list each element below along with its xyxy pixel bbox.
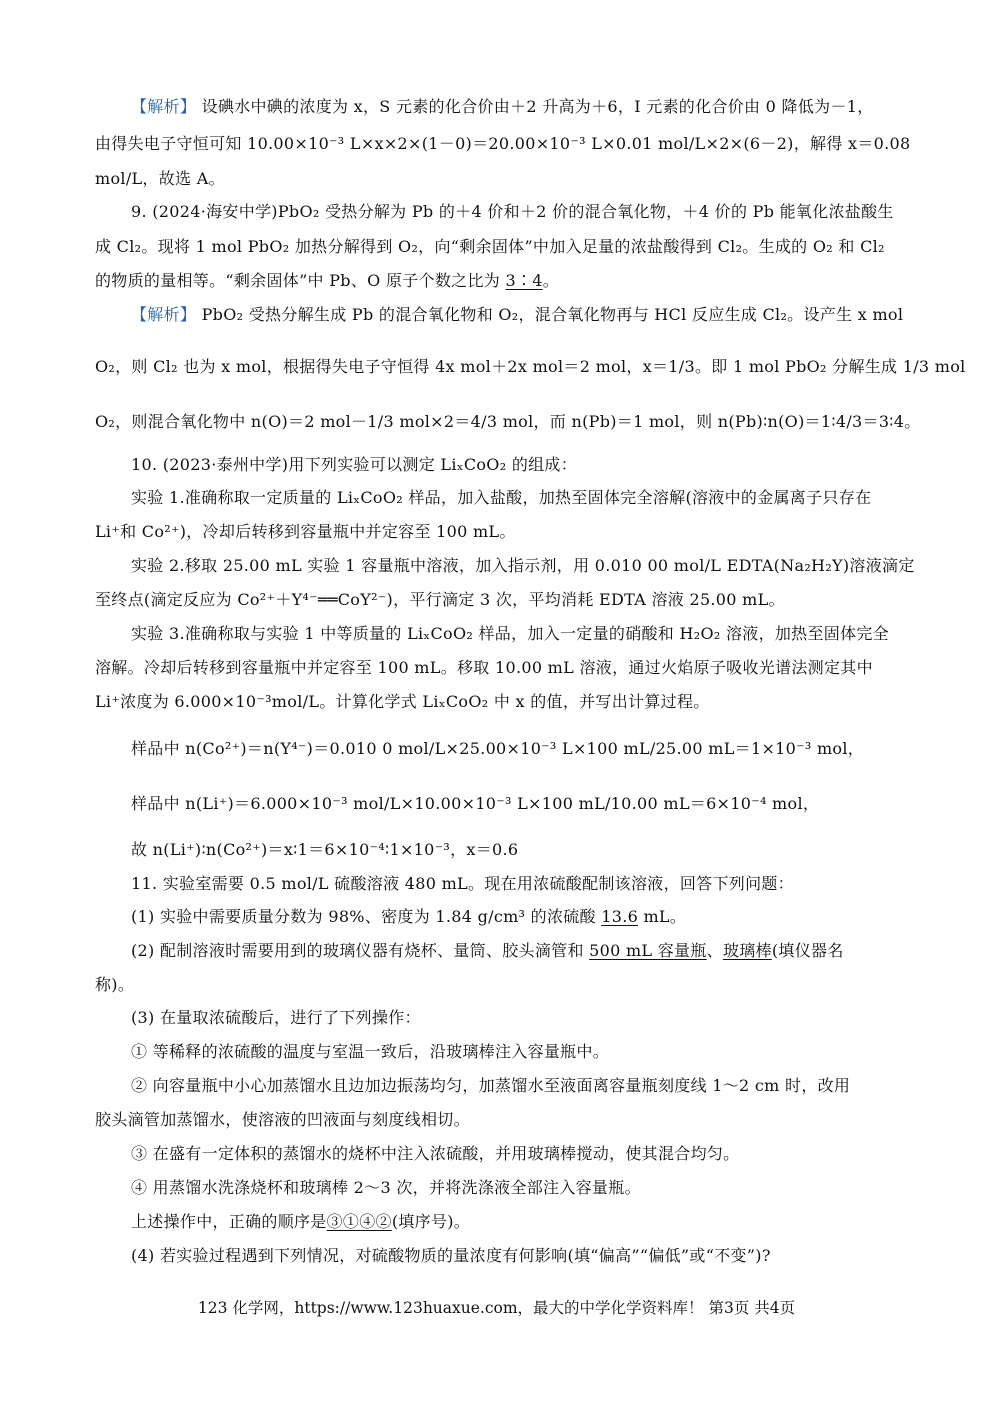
text-line (95, 691, 915, 713)
line-text: 9. (2024·海安中学)PbO₂ 受热分解为 Pb 的＋4 价和＋2 价的混合氧化物，＋4 价的 Pb 能氧化浓盐酸生 (131, 202, 894, 221)
text-line (131, 1075, 951, 1097)
text-line (95, 521, 915, 543)
text-line (131, 873, 951, 895)
text-line (131, 1245, 951, 1267)
text-line (95, 236, 915, 258)
text-line (131, 940, 951, 962)
answer-blank: 3∶4 (505, 271, 543, 290)
line-text: 实验 2.移取 25.00 mL 实验 1 容量瓶中溶液，加入指示剂，用 0.010 00 mol/L EDTA(Na₂H₂Y)溶液滴定 (131, 556, 915, 575)
page-footer: 123 化学网，https://www.123huaxue.com，最大的中学化学资料库！ 第3页 共4页 (197, 1299, 796, 1317)
line-text: 成 Cl₂。现将 1 mol PbO₂ 加热分解得到 O₂，向“剩余固体”中加入足量的浓盐酸得到 Cl₂。生成的 O₂ 和 Cl₂ (95, 237, 885, 256)
line-text: (3) 在量取浓硫酸后，进行了下列操作： (131, 1008, 421, 1027)
text-line (131, 1041, 951, 1063)
text-line (95, 270, 915, 292)
text-line (131, 487, 951, 509)
line-text: 至终点(滴定反应为 Co²⁺＋Y⁴⁻══CoY²⁻)，平行滴定 3 次，平均消耗 EDTA 溶液 25.00 mL。 (95, 590, 785, 609)
text-line (131, 793, 951, 815)
line-text: (2) 配制溶液时需要用到的玻璃仪器有烧杯、量筒、胶头滴管和 (131, 941, 590, 960)
text-line (131, 1211, 951, 1233)
line-text: 实验 3.准确称取与实验 1 中等质量的 LiₓCoO₂ 样品，加入一定量的硝酸和 H₂O₂ 溶液，加热至固体完全 (131, 624, 889, 643)
analysis-tag: 【解析】 (131, 97, 197, 116)
text-line (95, 1109, 915, 1131)
line-text-after: 。 (542, 271, 560, 290)
line-text: O₂，则 Cl₂ 也为 x mol，根据得失电子守恒得 4x mol＋2x mol＝2 mol，x＝1/3。即 1 mol PbO₂ 分解生成 1/3 mol (95, 357, 966, 376)
text-line (131, 454, 951, 476)
text-line (95, 974, 915, 996)
text-line (131, 555, 951, 577)
line-text: 11. 实验室需要 0.5 mol/L 硫酸溶液 480 mL。现在用浓硫酸配制该溶液，回答下列问题： (131, 874, 794, 893)
text-line (95, 657, 915, 679)
line-text: O₂，则混合氧化物中 n(O)＝2 mol－1/3 mol×2＝4/3 mol，而 n(Pb)＝1 mol，则 n(Pb)∶n(O)＝1∶4/3＝3∶4。 (95, 412, 921, 431)
line-text: 10. (2023·泰州中学)用下列实验可以测定 LiₓCoO₂ 的组成： (131, 455, 578, 474)
line-text: 样品中 n(Co²⁺)＝n(Y⁴⁻)＝0.010 0 mol/L×25.00×10⁻³ L×100 mL/25.00 mL＝1×10⁻³ mol， (131, 739, 865, 758)
line-text-after: 、 (706, 941, 723, 960)
text-line (131, 1177, 951, 1199)
text-line (131, 1143, 951, 1165)
line-text-after: (填序号)。 (391, 1212, 471, 1231)
line-text: 的物质的量相等。“剩余固体”中 Pb、O 原子个数之比为 (95, 271, 506, 290)
line-text: 由得失电子守恒可知 10.00×10⁻³ L×x×2×(1－0)＝20.00×10⁻³ L×0.01 mol/L×2×(6－2)，解得 x＝0.08 (95, 134, 911, 153)
text-line (131, 623, 951, 645)
text-line (131, 1007, 951, 1029)
text-line (131, 906, 951, 928)
line-text: PbO₂ 受热分解生成 Pb 的混合氧化物和 O₂，混合氧化物再与 HCl 反应生成 Cl₂。设产生 x mol (196, 305, 904, 324)
text-line (95, 589, 915, 611)
line-text: 设碘水中碘的浓度为 x，S 元素的化合价由＋2 升高为＋6，I 元素的化合价由 0 降低为－1， (196, 97, 874, 116)
answer-blank: 玻璃棒 (722, 941, 772, 960)
text-line (95, 168, 915, 190)
analysis-tag: 【解析】 (131, 305, 197, 324)
line-text-after: (填仪器名 (771, 941, 844, 960)
line-text: Li⁺浓度为 6.000×10⁻³mol/L。计算化学式 LiₓCoO₂ 中 x 的值，并写出计算过程。 (95, 692, 710, 711)
text-line (95, 133, 915, 155)
answer-blank: ③①④② (326, 1212, 392, 1231)
line-text: ② 向容量瓶中小心加蒸馏水且边加边振荡均匀，加蒸馏水至液面离容量瓶刻度线 1～2 cm 时，改用 (131, 1076, 851, 1095)
line-text: 胶头滴管加蒸馏水，使溶液的凹液面与刻度线相切。 (95, 1110, 470, 1129)
text-line (131, 201, 951, 223)
line-text: mol/L，故选 A。 (95, 169, 225, 188)
text-line (131, 304, 951, 326)
text-line (131, 96, 951, 118)
line-text: 上述操作中，正确的顺序是 (131, 1212, 327, 1231)
line-text: 故 n(Li⁺)∶n(Co²⁺)＝x∶1＝6×10⁻⁴∶1×10⁻³，x＝0.6 (131, 840, 519, 859)
line-text: (4) 若实验过程遇到下列情况，对硫酸物质的量浓度有何影响(填“偏高”“偏低”或“不变”)? (131, 1246, 771, 1265)
text-line (95, 411, 921, 433)
line-text: ③ 在盛有一定体积的蒸馏水的烧杯中注入浓硫酸，并用玻璃棒搅动，使其混合均匀。 (131, 1144, 740, 1163)
answer-blank: 13.6 (601, 907, 639, 926)
text-line (131, 839, 951, 861)
text-line (131, 738, 951, 760)
line-text: 样品中 n(Li⁺)＝6.000×10⁻³ mol/L×10.00×10⁻³ L×100 mL/10.00 mL＝6×10⁻⁴ mol， (131, 794, 820, 813)
text-line (95, 356, 966, 378)
line-text-after: mL。 (638, 907, 687, 926)
line-text: 称)。 (95, 975, 135, 994)
line-text: ④ 用蒸馏水洗涤烧杯和玻璃棒 2～3 次，并将洗涤液全部注入容量瓶。 (131, 1178, 641, 1197)
line-text: Li⁺和 Co²⁺)，冷却后转移到容量瓶中并定容至 100 mL。 (95, 522, 516, 541)
line-text: ① 等稀释的浓硫酸的温度与室温一致后，沿玻璃棒注入容量瓶中。 (131, 1042, 610, 1061)
line-text: 溶解。冷却后转移到容量瓶中并定容至 100 mL。移取 10.00 mL 溶液，通过火焰原子吸收光谱法测定其中 (95, 658, 873, 677)
line-text: 实验 1.准确称取一定质量的 LiₓCoO₂ 样品，加入盐酸，加热至固体完全溶解(溶液中的金属离子只存在 (131, 488, 872, 507)
answer-blank: 500 mL 容量瓶 (589, 941, 707, 960)
line-text: (1) 实验中需要质量分数为 98%、密度为 1.84 g/cm³ 的浓硫酸 (131, 907, 602, 926)
